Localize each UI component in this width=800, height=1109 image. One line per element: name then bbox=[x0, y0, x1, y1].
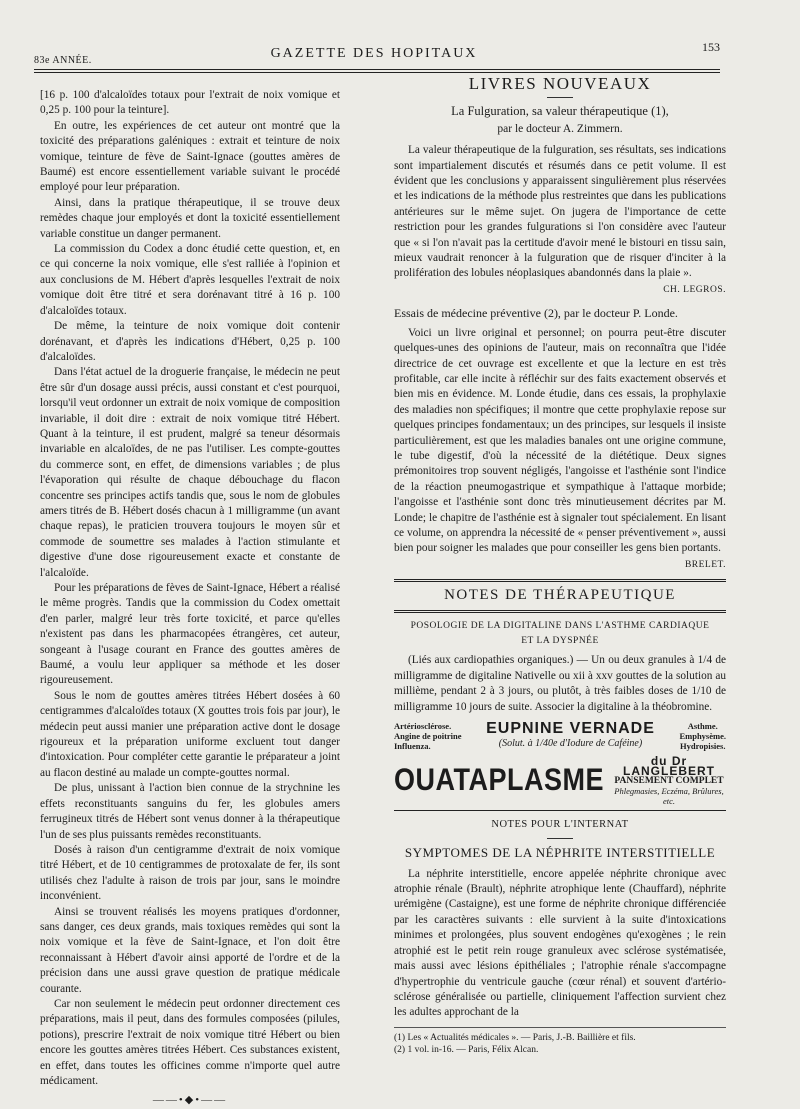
paragraph: La commission du Codex a donc étudié cette question, et, en ce qui concerne la noix vomique, elle s'est ralliée à l'opinion et aux conclusions de M. Hébert d'après lesquelles l'extrait de noix vomique doit être titré et sera dorénavant titré à 16 p. 100 d'alcaloïdes totaux. bbox=[40, 243, 340, 317]
posology-heading: POSOLOGIE DE LA DIGITALINE DANS L'ASTHME CARDIAQUE bbox=[410, 620, 710, 631]
header-rule bbox=[34, 69, 720, 70]
footnote: (2) 1 vol. in-16. — Paris, Félix Alcan. bbox=[394, 1044, 539, 1055]
paragraph: Dans l'état actuel de la droguerie française, le médecin ne peut être sûr d'un dosage aussi précis, aussi constant et c'est pourquoi, lorsqu'il veut ordonner un extrait de noix vomique de composition invariable, il doit dire : extrait de noix vomique titré Hébert. Quant à la teinture, il est prudent, malgré sa teneur désormais invariable en alcaloïdes, de ne pas l'utiliser. Les compte-gouttes du commerce sont, en effet, de dimensions variables ; de plus l'évaporation qui résulte de chaque débouchage du flacon concentre ses principes actifs tandis que, sous le nom de globules amers titrés de B. Hébert dosés chacun à 1 milligramme (un avant chaque repas), le praticien trouvera toujours le moyen sûr et commode de soumettre ses malades à l'action stimulante et digestive d'une dose rigoureusement exacte et constante de l'alcaloïde. bbox=[40, 366, 340, 579]
section-title: NOTES DE THÉRAPEUTIQUE bbox=[444, 587, 676, 604]
review-text: La valeur thérapeutique de la fulguration, ses résultats, ses indications sont impartialement discutés et résumés dans ce petit volume. Il est évident que les conclusions y apparaissent singulièrement plus réservées et les indications de la méthode plus restreintes que dans les publications antérieures sur le même sujet. On jugera de l'importance de cette restriction pour les grandes fulgurations si l'on considère avec l'auteur que « si l'on n'avait pas la certitude d'avoir mené le bistouri en tissu sain, mieux vaudrait renoncer à la fulguration que de risquer d'inciter à la prolifération des lobules néoplasiques abandonnés dans la plaie ». bbox=[394, 144, 726, 280]
paragraph: [16 p. 100 d'alcaloïdes totaux pour l'extrait de noix vomique et 0,25 p. 100 pour la teinture]. bbox=[40, 89, 340, 117]
book-title: La Fulguration, sa valeur thérapeutique (1), bbox=[451, 104, 669, 119]
paragraph: Pour les préparations de fèves de Saint-Ignace, Hébert a réalisé le même progrès. Tandis que la commission du Codex omettait d'en parler, malgré leur très forte toxicité, et parce qu'elles n'existent pas dans les pharmacopées étrangères, cet auteur, songeant à l'usage courant en France des gouttes amères de Baumé, a voulu leur appliquer sa méthode et les doser rigoureusement. bbox=[40, 582, 340, 687]
review-signature: BRELET. bbox=[684, 559, 726, 570]
divider bbox=[547, 838, 573, 839]
ad-brand: OUATAPLASME bbox=[394, 762, 604, 798]
page-number: 153 bbox=[702, 40, 720, 54]
posology-heading-cont: ET LA DYSPNÉE bbox=[521, 636, 599, 646]
right-column bbox=[394, 72, 726, 1056]
ad-maker: du Dr LANGLEBERT bbox=[623, 753, 715, 778]
ad-indications-right bbox=[679, 721, 726, 751]
divider bbox=[394, 810, 726, 811]
posology-text: (Liés aux cardiopathies organiques.) — Un ou deux granules à 1/4 de milligramme de digitaline Nativelle ou xii à xxv gouttes de la solution au millième, pendant 2 à 3 jours, ou plutôt, à très faibles doses de 1/10 de milligramme 10 jours de suite. Associer la digitaline à la théobromine. bbox=[394, 654, 726, 713]
paragraph: Dosés à raison d'un centigramme d'extrait de noix vomique titré Hébert, et de 10 centigrammes de protoxalate de fer, ils sont utilisés chez l'adulte à raison de trois par jour, sans le moindre inconvénient. bbox=[40, 843, 340, 903]
internat-heading: NOTES POUR L'INTERNAT bbox=[491, 818, 629, 830]
divider bbox=[547, 97, 573, 98]
ad-uses: Phlegmasies, Eczéma, Brûlures, etc. bbox=[614, 785, 724, 806]
ad-text: Asthme. bbox=[687, 721, 718, 732]
review-signature: CH. LEGROS. bbox=[663, 284, 726, 295]
paragraph: Car non seulement le médecin peut ordonner directement ces préparations, mais il peut, dans des formules composées (pilules, potions), prescrire l'extrait de noix vomique titré Hébert ou bien encore les gouttes amères titrées Hébert. Ces substances existent, en effet, dans toutes les officines comme n'importe quel autre médicament. bbox=[40, 997, 340, 1087]
paragraph: Sous le nom de gouttes amères titrées Hébert dosées à 60 centigrammes d'alcaloïdes totaux (X gouttes trois fois par jour), le médecin peut aussi manier une préparation active dont le dosage rigoureux et la préparation uniforme excluent tout danger d'intoxication. Pour compléter cette garantie le préparateur a joint au flacon destiné au malade un compte-gouttes normal. bbox=[40, 689, 340, 779]
section-rule bbox=[394, 610, 726, 613]
paragraph: Ainsi se trouvent réalisés les moyens pratiques d'ordonner, sans danger, ces deux grands, mais toxiques remèdes qui sont la noix vomique et la fève de Saint-Ignace, et l'on doit être reconnaissant à Hébert d'avoir ainsi apporté de l'ordre et de la précision dans une aussi grave question de pratique médicale courante. bbox=[40, 905, 340, 995]
ouataplasme-advertisement bbox=[394, 753, 726, 806]
ad-brand-block bbox=[486, 721, 655, 752]
issue-label: 83e ANNÉE. bbox=[34, 55, 92, 66]
paragraph: De même, la teinture de noix vomique doit contenir dorénavant, et d'après les indications d'Hébert, 0,25 p. 100 d'alcaloïdes. bbox=[40, 320, 340, 363]
ad-tagline: PANSEMENT COMPLET bbox=[614, 775, 724, 786]
end-ornament: ——•◆•—— bbox=[152, 1094, 228, 1107]
paragraph: Ainsi, dans la pratique thérapeutique, il se trouve deux remèdes chaque jour employés et dont la toxicité essentiellement variable constitue un danger permanent. bbox=[40, 196, 340, 240]
internat-title: SYMPTOMES DE LA NÉPHRITE INTERSTITIELLE bbox=[404, 845, 716, 861]
review-text: Voici un livre original et personnel; on pourra peut-être discuter quelques-unes des opinions de l'auteur, mais on reconnaîtra que l'idée directrice de cet ouvrage est excellente et que la lecture en est très profitable, car elle incite à réfléchir sur des faits exactement observés et bien mis en évidence. M. Londe étudie, dans ces essais, la prophylaxie des maladies non spécifiques; il montre que cette prophylaxie repose sur quelques principes fondamentaux; un des principes, sur lesquels il insiste particulièrement, est que les maladies banales ont une origine commune, le tube digestif, d'où la nécessité de la diététique. Deux signes prémonitoires trop souvent négligés, l'angoisse et l'asthénie sont l'indice de la réaction pneumogastrique et sympathique à l'attaque morbide; l'angoisse et l'asthénie sont donc très minutieusement décrites par M. Londe; le chapitre de l'asthénie est à signaler tout spécialement. En lisant ce volume, on apprendra la nécessité de « penser préventivement », aussi bien pour soigner les malades que pour conseiller les gens bien portants. bbox=[394, 326, 726, 555]
section-title: LIVRES NOUVEAUX bbox=[468, 74, 652, 93]
left-column bbox=[40, 88, 340, 1109]
paragraph: De plus, unissant à l'action bien connue de la strychnine les effets reconstituants sanguins du fer, les globules amers ferrugineux titrés de Hébert sont venus donner à la thérapeutique l'un de ses plus puissants remèdes reconstituants. bbox=[40, 782, 340, 841]
internat-text: La néphrite interstitielle, encore appelée néphrite chronique avec atrophie rénale (Brault), néphrite atrophique lente (Chauffard), néphrite urémigène (Castaigne), est une forme de néphrite chronique différenciée par les caractères suivants : elle survient à la suite d'intoxications minimes et prolongées, plus souvent endogènes qu'exogènes ; le rein atrophié est le petit rein rouge granuleux avec sclérose systématisée, mais aussi avec lésions épithéliales ; l'atrophie rénale s'accompagne d'hypertrophie du ventricule gauche (cœur rénal) et souvent d'artério-sclérose généralisée ou partielle, cliniquement l'affection survient chez les adultes approchant de la bbox=[394, 867, 726, 1019]
ad-info bbox=[612, 753, 726, 806]
ad-text: Hydropisies. bbox=[680, 741, 726, 752]
section-rule bbox=[394, 579, 726, 582]
page-header bbox=[34, 34, 720, 68]
ad-text: Artériosclérose. bbox=[394, 721, 452, 732]
book-author: par le docteur A. Zimmern. bbox=[497, 122, 623, 135]
book-title: Essais de médecine préventive (2), par le docteur P. Londe. bbox=[394, 306, 678, 321]
ad-brand: EUPNINE VERNADE bbox=[486, 720, 655, 738]
footnotes bbox=[394, 1027, 726, 1056]
journal-title: GAZETTE DES HOPITAUX bbox=[270, 46, 478, 61]
footnote: (1) Les « Actualités médicales ». — Paris, J.-B. Baillière et fils. bbox=[394, 1032, 636, 1043]
ad-indications-left bbox=[394, 721, 462, 751]
paragraph: En outre, les expériences de cet auteur ont montré que la toxicité des préparations galéniques : extrait et teinture de noix vomique, teinture de fève de Saint-Ignace (gouttes amères de Baumé) est encore essentiellement variable suivant le procédé employé pour leur préparation. bbox=[40, 119, 340, 194]
eupnine-advertisement bbox=[394, 721, 726, 752]
ad-subtitle: (Solut. à 1/40e d'Iodure de Caféine) bbox=[498, 738, 643, 750]
ad-text: Angine de poitrine bbox=[394, 731, 462, 742]
ad-text: Influenza. bbox=[394, 741, 431, 752]
ad-text: Emphysème. bbox=[679, 731, 726, 742]
